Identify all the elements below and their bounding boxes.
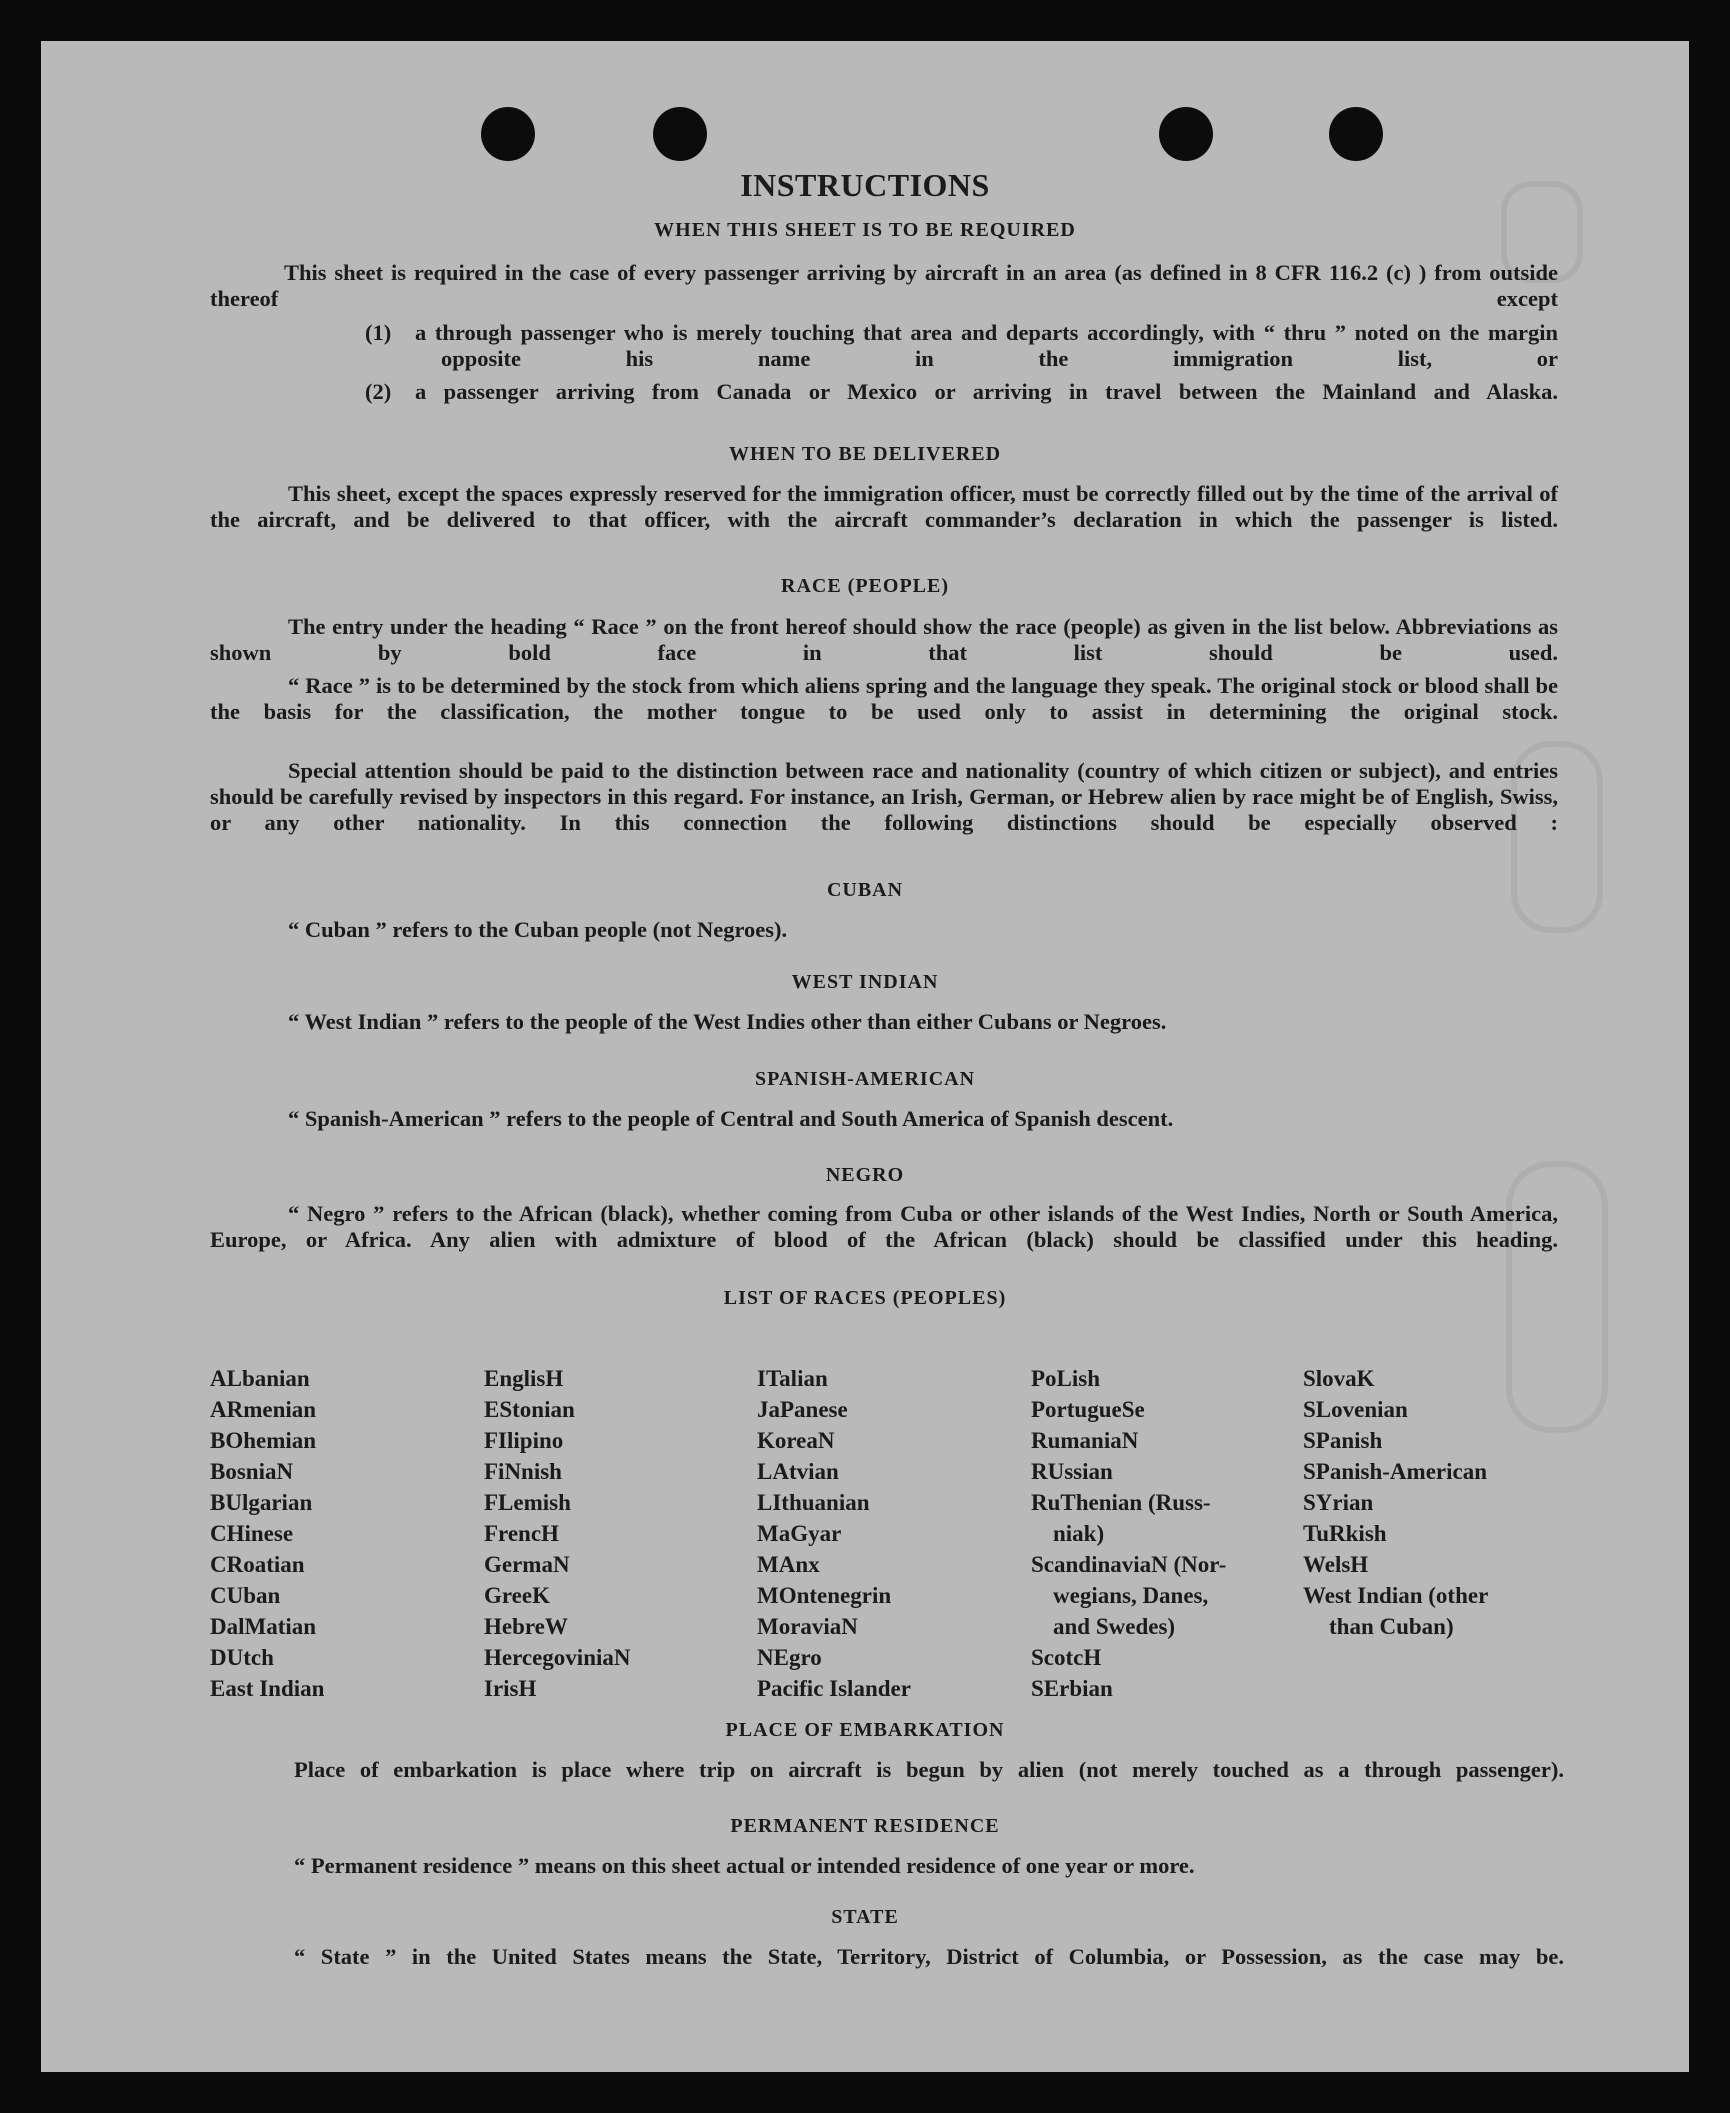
paragraph-race-2: “ Race ” is to be determined by the stock from which aliens spring and the language they speak. The original stock or blood shall be the basis for the classification, the mother tongue to be used only to assist in determining the original stock.: [210, 673, 1558, 724]
race-item: CHinese: [210, 1521, 294, 1546]
paragraph-residence: “ Permanent residence ” means on this sheet actual or intended residence of one year or more.: [294, 1853, 1195, 1878]
paragraph-embarkation: Place of embarkation is place where trip on aircraft is begun by alien (not merely touched as a through passenger).: [294, 1757, 1564, 1782]
heading-state: STATE: [831, 1906, 899, 1928]
race-item: CRoatian: [210, 1552, 305, 1577]
race-item: PortugueSe: [1031, 1397, 1145, 1422]
heading-west-indian: WEST INDIAN: [791, 971, 939, 993]
race-item: West Indian (other: [1303, 1583, 1489, 1608]
race-item: FLemish: [484, 1490, 571, 1515]
race-item: NEgro: [757, 1645, 822, 1670]
race-item: RuThenian (Russ-: [1031, 1490, 1211, 1515]
race-item: niak): [1053, 1521, 1105, 1546]
heading-spanish-american: SPANISH-AMERICAN: [754, 1068, 976, 1090]
race-item: than Cuban): [1329, 1614, 1454, 1639]
exception-item: a passenger arriving from Canada or Mexico or arriving in travel between the Mainland and Alaska.: [415, 379, 1558, 404]
race-item: SYrian: [1303, 1490, 1374, 1515]
paragraph-race-3: Special attention should be paid to the distinction between race and nationality (country of which citizen or subject), and entries should be carefully revised by inspectors in this regard. For instance, an Irish, German, or Hebrew alien by race might be of English, Swiss, or any other nationality. In this connection the following distinctions should be especially observed :: [210, 758, 1558, 835]
race-item: FrencH: [484, 1521, 559, 1546]
paragraph-state: “ State ” in the United States means the State, Territory, District of Columbia, or Possession, as the case may be.: [294, 1944, 1564, 1969]
page-title: INSTRUCTIONS: [740, 167, 990, 203]
race-item: MOntenegrin: [757, 1583, 892, 1608]
race-item: FIlipino: [484, 1428, 564, 1453]
race-item: ScandinaviaN (Nor-: [1031, 1552, 1227, 1577]
race-item: GermaN: [484, 1552, 570, 1577]
race-item: ScotcH: [1031, 1645, 1102, 1670]
item-number: (1): [365, 320, 392, 345]
race-item: RUssian: [1031, 1459, 1113, 1484]
race-item: ITalian: [757, 1366, 828, 1391]
race-item: HebreW: [484, 1614, 568, 1639]
race-item: MaGyar: [757, 1521, 842, 1546]
paragraph-when-required: This sheet is required in the case of every passenger arriving by aircraft in an area (as defined in 8 CFR 116.2 (c) ) from outside thereof except: [210, 260, 1558, 311]
race-item: ARmenian: [210, 1397, 317, 1422]
paragraph-when-delivered: This sheet, except the spaces expressly reserved for the immigration officer, must be correctly filled out by the time of the arrival of the aircraft, and be delivered to that officer, with the aircraft commander’s declaration in which the passenger is listed.: [210, 481, 1558, 532]
item-number: (2): [365, 379, 392, 404]
paragraph-spanish-american: “ Spanish-American ” refers to the people of Central and South America of Spanish descent.: [288, 1106, 1174, 1131]
race-column: [1303, 1363, 1488, 1642]
race-item: Pacific Islander: [757, 1676, 911, 1701]
race-item: MAnx: [757, 1552, 820, 1577]
race-item: SlovaK: [1303, 1366, 1375, 1391]
heading-cuban: CUBAN: [826, 879, 904, 901]
heading-when-required: WHEN THIS SHEET IS TO BE REQUIRED: [654, 219, 1076, 241]
race-item: SPanish: [1303, 1428, 1383, 1453]
race-item: LIthuanian: [757, 1490, 870, 1515]
race-item: EnglisH: [484, 1366, 564, 1391]
document-sheet: [41, 41, 1689, 2072]
race-item: DUtch: [210, 1645, 274, 1670]
race-item: FiNnish: [484, 1459, 562, 1484]
heading-list-of-races: LIST OF RACES (PEOPLES): [723, 1287, 1007, 1309]
paragraph-cuban: “ Cuban ” refers to the Cuban people (not Negroes).: [288, 917, 788, 942]
race-item: GreeK: [484, 1583, 550, 1608]
race-item: HercegoviniaN: [484, 1645, 631, 1670]
race-item: KoreaN: [757, 1428, 835, 1453]
heading-permanent-residence: PERMANENT RESIDENCE: [730, 1815, 1000, 1837]
race-item: TuRkish: [1303, 1521, 1387, 1546]
race-column: [210, 1363, 324, 1704]
paragraph-west-indian: “ West Indian ” refers to the people of the West Indies other than either Cubans or Negroes.: [288, 1009, 1167, 1034]
race-item: IrisH: [484, 1676, 537, 1701]
paragraph-negro: “ Negro ” refers to the African (black), whether coming from Cuba or other islands of the West Indies, North or South America, Europe, or Africa. Any alien with admixture of blood of the African (black) should be classified under this heading.: [210, 1201, 1558, 1252]
race-column: [757, 1363, 911, 1704]
race-column: [1031, 1363, 1226, 1704]
instructions-content: [41, 41, 1689, 2072]
race-item: DalMatian: [210, 1614, 317, 1639]
race-item: and Swedes): [1053, 1614, 1176, 1639]
race-item: PoLish: [1031, 1366, 1101, 1391]
race-item: JaPanese: [757, 1397, 848, 1422]
heading-place-of-embarkation: PLACE OF EMBARKATION: [725, 1719, 1005, 1741]
race-item: WelsH: [1303, 1552, 1369, 1577]
race-item: BOhemian: [210, 1428, 317, 1453]
race-item: MoraviaN: [757, 1614, 858, 1639]
heading-when-delivered: WHEN TO BE DELIVERED: [728, 443, 1002, 465]
heading-negro: NEGRO: [825, 1164, 905, 1186]
race-item: LAtvian: [757, 1459, 839, 1484]
race-item: CUban: [210, 1583, 281, 1608]
race-item: BosniaN: [210, 1459, 294, 1484]
race-item: wegians, Danes,: [1053, 1583, 1209, 1608]
race-item: SErbian: [1031, 1676, 1113, 1701]
race-item: SPanish-American: [1303, 1459, 1487, 1484]
race-item: BUlgarian: [210, 1490, 313, 1515]
race-item: EStonian: [484, 1397, 575, 1422]
paragraph-race-1: The entry under the heading “ Race ” on the front hereof should show the race (people) as given in the list below. Abbreviations as shown by bold face in that list should be used.: [210, 614, 1558, 665]
race-item: East Indian: [210, 1676, 325, 1701]
race-item: SLovenian: [1303, 1397, 1408, 1422]
race-item: RumaniaN: [1031, 1428, 1139, 1453]
race-item: ALbanian: [210, 1366, 310, 1391]
exception-item: a through passenger who is merely touching that area and departs accordingly, with “ thru ” noted on the margin opposite his name in the immigration list, or: [415, 320, 1558, 371]
heading-race: RACE (PEOPLE): [781, 575, 949, 597]
race-column: [484, 1363, 631, 1704]
